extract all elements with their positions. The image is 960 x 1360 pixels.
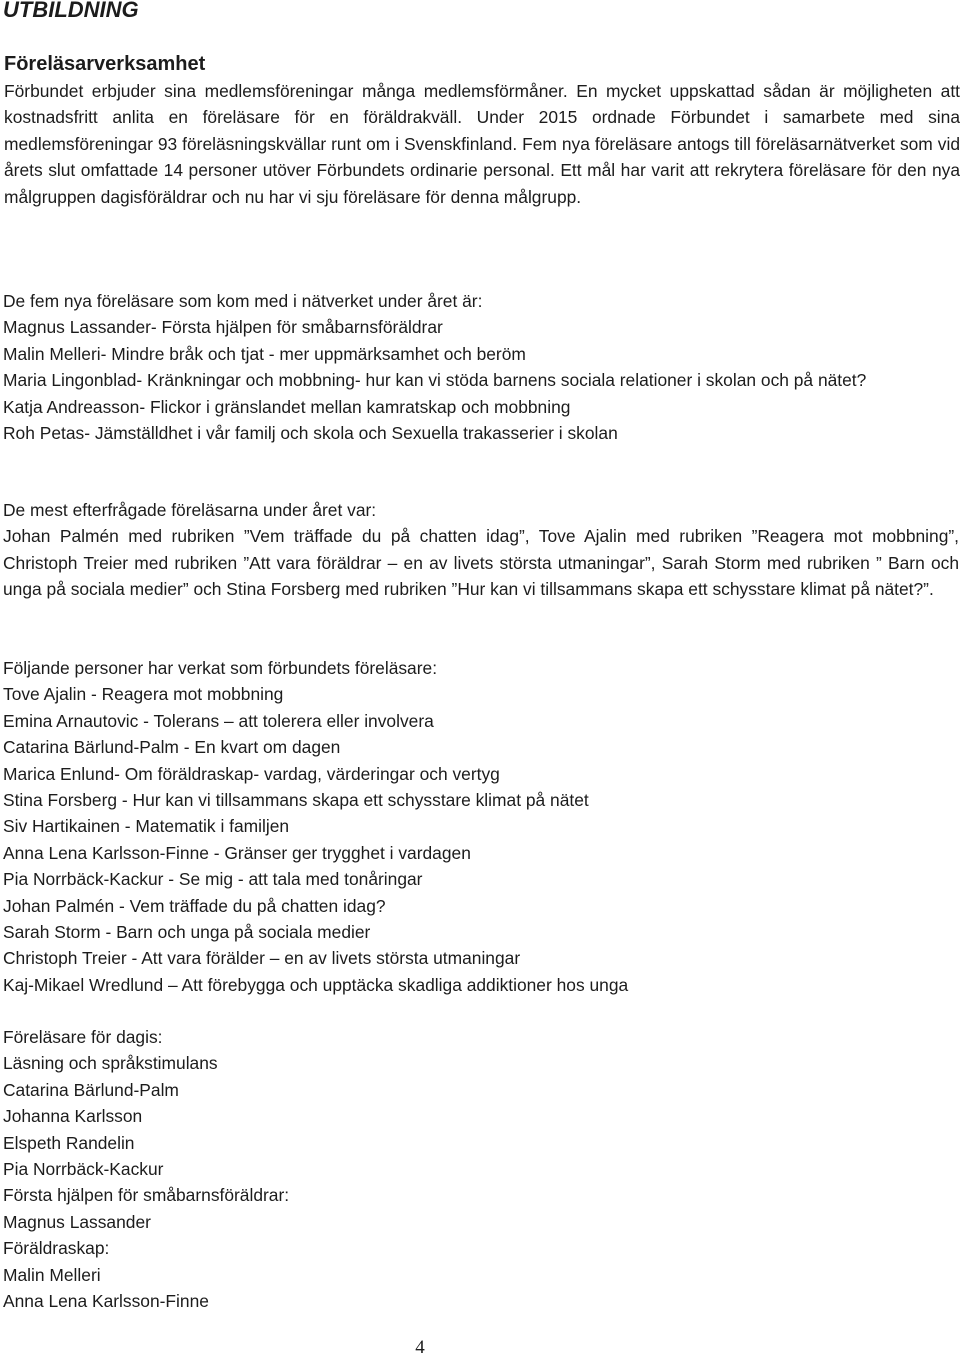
list-item: Magnus Lassander- Första hjälpen för småbarnsföräldrar (3, 317, 443, 338)
list-item: Anna Lena Karlsson-Finne (3, 1291, 209, 1312)
list-item: Roh Petas- Jämställdhet i vår familj och skola och Sexuella trakasserier i skolan (3, 423, 618, 444)
active-lecturers-section (3, 655, 959, 998)
intro-paragraph: Förbundet erbjuder sina medlemsföreningar många medlemsförmåner. En mycket uppskattad sådan är möjligheten att kostnadsfritt anlita en föreläsare för en föräldrakväll. Under 2015 ordnade Förbundet i samarbete med sina medlemsföreningar 93 föreläsningskvällar runt om i Svenskfinland. Fem nya föreläsare antogs till föreläsarnätverket som vid årets slut omfattade 14 personer utöver Förbundets ordinarie personal. Ett mål har varit att rekrytera föreläsare för den nya målgruppen dagisföräldrar och nu har vi sju föreläsare för denna målgrupp. (4, 81, 960, 207)
new-lecturers-heading: De fem nya föreläsare som kom med i nätverket under året är: (3, 291, 483, 311)
list-item: Christoph Treier - Att vara förälder – en av livets största utmaningar (3, 948, 521, 969)
subtitle: Föreläsarverksamhet (4, 53, 206, 75)
popular-text: Johan Palmén med rubriken ”Vem träffade du på chatten idag”, Tove Ajalin med rubriken ”Reagera mot mobbning”, Christoph Treier med rubriken ”Att vara föräldrar – en av livets största utmaningar”, Sarah Storm med rubriken ” Barn och unga på sociala medier” och Stina Forsberg med rubriken ”Hur kan vi tillsammans skapa ett schysstare klimat på nätet?”. (3, 526, 959, 600)
list-item: Pia Norrbäck-Kackur (3, 1159, 164, 1180)
list-item: Läsning och språkstimulans (3, 1053, 218, 1074)
list-item: Siv Hartikainen - Matematik i familjen (3, 816, 290, 837)
daycare-lecturers-section (3, 1024, 959, 1314)
list-item: Johan Palmén - Vem träffade du på chatten idag? (3, 895, 386, 916)
list-item: Maria Lingonblad- Kränkningar och mobbning- hur kan vi stöda barnens sociala relationer i skolan och på nätet? (3, 370, 867, 391)
list-item: Malin Melleri- Mindre bråk och tjat - mer uppmärksamhet och beröm (3, 343, 526, 364)
list-item: Malin Melleri (3, 1264, 101, 1285)
list-item: Pia Norrbäck-Kackur - Se mig - att tala med tonåringar (3, 869, 423, 890)
list-item: Katja Andreasson- Flickor i gränslandet mellan kamratskap och mobbning (3, 396, 571, 417)
list-item: Johanna Karlsson (3, 1106, 143, 1127)
list-item: Första hjälpen för småbarnsföräldrar: (3, 1185, 290, 1206)
list-item: Tove Ajalin - Reagera mot mobbning (3, 684, 284, 705)
popular-lecturers-section (3, 497, 959, 603)
list-item: Föräldraskap: (3, 1238, 110, 1259)
list-item: Anna Lena Karlsson-Finne - Gränser ger trygghet i vardagen (3, 842, 471, 863)
section-title: UTBILDNING (3, 0, 139, 22)
list-item: Catarina Bärlund-Palm (3, 1079, 179, 1100)
list-item: Magnus Lassander (3, 1211, 151, 1232)
list-item: Emina Arnautovic - Tolerans – att tolerera eller involvera (3, 710, 434, 731)
list-item: Elspeth Randelin (3, 1132, 135, 1153)
list-item: Sarah Storm - Barn och unga på sociala medier (3, 922, 371, 943)
list-item: Marica Enlund- Om föräldraskap- vardag, värderingar och vertyg (3, 763, 500, 784)
new-lecturers-section (3, 288, 959, 446)
list-item: Stina Forsberg - Hur kan vi tillsammans skapa ett schysstare klimat på nätet (3, 790, 589, 811)
list-item: Catarina Bärlund-Palm - En kvart om dagen (3, 737, 341, 758)
list-item: Kaj-Mikael Wredlund – Att förebygga och upptäcka skadliga addiktioner hos unga (3, 974, 629, 995)
page-number: 4 (415, 1337, 425, 1358)
daycare-heading: Föreläsare för dagis: (3, 1027, 163, 1047)
popular-heading: De mest efterfrågade föreläsarna under året var: (3, 500, 377, 520)
active-lecturers-heading: Följande personer har verkat som förbundets föreläsare: (3, 658, 438, 678)
